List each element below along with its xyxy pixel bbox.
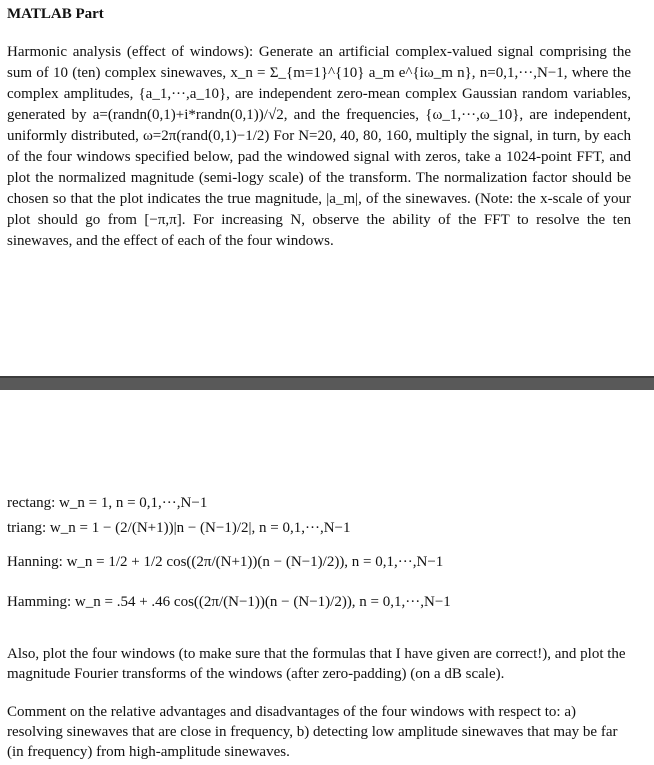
- intro-paragraph: Harmonic analysis (effect of windows): Generate an artificial complex-valued signal comprising the sum of 10 (ten) complex sinewaves, x_n = Σ_{m=1}^{10} a_m e^{iω_m n}, n=0,1,···,N−1, where the complex amplitudes, {a_1,···,a_10}, are independent zero-mean complex Gaussian random variables, generated by a=(randn(0,1)+i*randn(0,1))/√2, and the frequencies, {ω_1,···,ω_10}, are independent, uniformly distributed, ω=2π(rand(0,1)−1/2) For N=20, 40, 80, 160, multiply the signal, in turn, by each of the four windows specified below, pad the windowed signal with zeros, take a 1024-point FFT, and plot the normalized magnitude (semi-logy scale) of the transform. The normalization factor should be chosen so that the plot indicates the true magnitude, |a_m|, of the sinewaves. (Note: the x-scale of your plot should go from [−π,π]. For increasing N, observe the ability of the FFT to resolve the ten sinewaves, and the effect of each of the four windows.: [7, 44, 631, 249]
- page-divider: [0, 376, 654, 390]
- triang-window-formula: triang: w_n = 1 − (2/(N+1))|n − (N−1)/2|, n = 0,1,···,N−1: [7, 520, 351, 536]
- also-paragraph: Also, plot the four windows (to make sure that the formulas that I have given are correct!), and plot the magnitude Fourier transforms of the windows (after zero-padding) (on a dB scale).: [7, 646, 626, 682]
- rectang-window-formula: rectang: w_n = 1, n = 0,1,···,N−1: [7, 495, 208, 511]
- section-heading: MATLAB Part: [7, 6, 104, 22]
- hanning-window-formula: Hanning: w_n = 1/2 + 1/2 cos((2π/(N+1))(n − (N−1)/2)), n = 0,1,···,N−1: [7, 554, 444, 570]
- comment-paragraph: Comment on the relative advantages and disadvantages of the four windows with respect to: a) resolving sinewaves that are close in frequency, b) detecting low amplitude sinewaves that may be far (in frequency) from high-amplitude sinewaves.: [7, 704, 618, 760]
- hamming-window-formula: Hamming: w_n = .54 + .46 cos((2π/(N−1))(n − (N−1)/2)), n = 0,1,···,N−1: [7, 594, 451, 610]
